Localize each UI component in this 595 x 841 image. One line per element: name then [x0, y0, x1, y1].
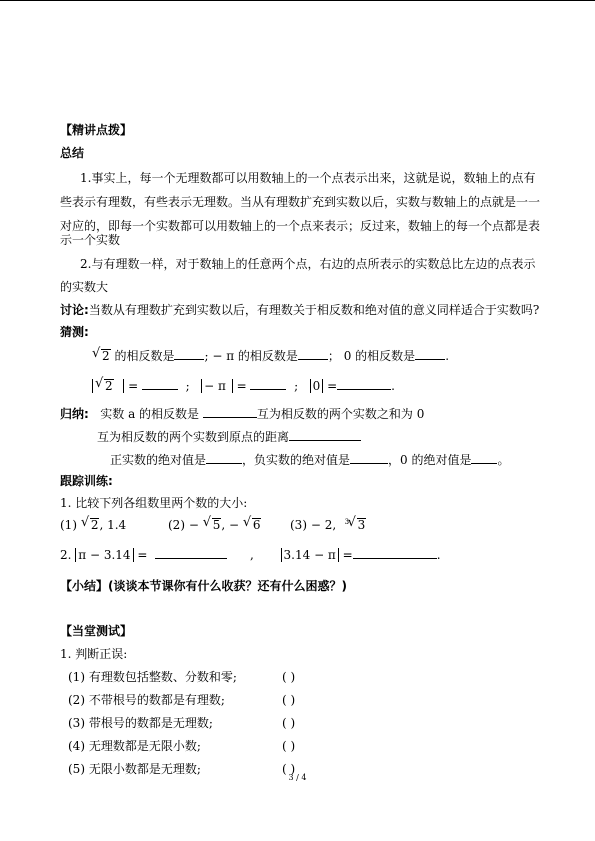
discussion — [60, 302, 539, 318]
judgement-item-5: (5) 无限小数都是无理数; — [68, 762, 201, 776]
induction-line-3: 正实数的绝对值是 ，负实数的绝对值是 ，0 的绝对值是 。 — [110, 453, 510, 467]
sqrt-2: √ 2 — [92, 348, 111, 364]
answer-blank[interactable] — [353, 546, 437, 559]
section-heading-xiaojie: 【小结】(谈谈本节课你有什么收获？还有什么困惑？) — [60, 579, 347, 593]
summary-title: 总结 — [60, 146, 85, 160]
summary-paragraph-1-line-1: 1.事实上，每一个无理数都可以用数轴上的一个点表示出来，这就是说，数轴上的点有 — [80, 171, 536, 185]
exercise-1: 1. 比较下列各组数里两个数的大小: — [60, 496, 248, 510]
summary-paragraph-1-line-2: 些表示有理数，有些表示无理数。当从有理数扩充到实数以后，实数与数轴上的点就是一一 — [60, 195, 541, 209]
answer-paren[interactable]: ( ) — [282, 670, 296, 684]
summary-paragraph-1-line-3: 对应的，即每一个实数都可以用数轴上的一个点来表示；反过来，数轴上的每一个点都是表 — [60, 219, 541, 233]
discussion-text: 当数从有理数扩充到实数以后，有理数关于相反数和绝对值的意义同样适合于实数吗? — [88, 303, 540, 317]
summary-paragraph-2-line-2: 的实数大 — [60, 280, 109, 294]
abs-pi-minus-3-14: π − 3.14 — [75, 548, 133, 562]
answer-blank[interactable] — [142, 377, 178, 390]
answer-paren[interactable]: ( ) — [282, 762, 296, 776]
answer-blank[interactable] — [350, 451, 388, 464]
judgement-item-2: (2) 不带根号的数都是有理数; — [68, 693, 225, 707]
guess-line-2: √ 2 = ; − π = ; 0 = . — [92, 377, 395, 394]
answer-blank[interactable] — [289, 428, 361, 441]
answer-blank[interactable] — [250, 377, 286, 390]
exercise-1-part-3: (3) − 2, 3 √ 3 — [290, 517, 366, 533]
abs-zero: 0 — [310, 379, 324, 393]
answer-blank[interactable] — [298, 347, 328, 360]
exercise-1-part-2: (2) − √ 5, − √ 6 — [168, 517, 261, 533]
test-question-1: 1. 判断正误: — [60, 647, 128, 661]
exercise-2: 2. π − 3.14 = , 3.14 − π = . — [60, 548, 441, 562]
answer-paren[interactable]: ( ) — [282, 693, 296, 707]
guess-label: 猜测: — [60, 325, 89, 339]
answer-blank[interactable] — [155, 546, 227, 559]
induction-line-1: 归纳: 实数 a 的相反数是 互为相反数的两个实数之和为 0 — [60, 407, 425, 421]
answer-paren[interactable]: ( ) — [282, 739, 296, 753]
answer-blank[interactable] — [471, 451, 497, 464]
top-rule — [0, 0, 595, 1]
section-heading-genzong: 跟踪训练: — [60, 474, 113, 488]
answer-blank[interactable] — [203, 405, 257, 418]
summary-paragraph-2-line-1: 2.与有理数一样，对于数轴上的任意两个点，右边的点所表示的实数总比左边的点表示 — [80, 257, 536, 271]
judgement-item-4: (4) 无理数都是无限小数; — [68, 739, 201, 753]
abs-sqrt-2: √ 2 — [92, 379, 124, 393]
abs-neg-pi: − π — [201, 379, 233, 393]
abs-3-14-minus-pi: 3.14 − π — [281, 548, 339, 562]
answer-blank[interactable] — [206, 451, 242, 464]
section-heading-dangtang: 【当堂测试】 — [60, 624, 133, 638]
section-heading-jingjiang: 【精讲点拨】 — [60, 123, 133, 137]
induction-label: 归纳: — [60, 407, 89, 421]
exercise-1-part-1: (1) √ 2, 1.4 — [60, 517, 126, 533]
induction-line-2: 互为相反数的两个实数到原点的距离 — [97, 428, 361, 445]
judgement-item-1: (1) 有理数包括整数、分数和零; — [68, 670, 237, 684]
summary-paragraph-1-line-4: 示一个实数 — [60, 233, 121, 247]
page-number: 3 / 4 — [288, 773, 307, 782]
judgement-item-3: (3) 带根号的数都是无理数; — [68, 716, 213, 730]
answer-blank[interactable] — [337, 377, 391, 390]
discussion-label: 讨论: — [60, 303, 89, 317]
answer-paren[interactable]: ( ) — [282, 716, 296, 730]
answer-blank[interactable] — [174, 347, 204, 360]
answer-blank[interactable] — [415, 347, 445, 360]
guess-line-1: √ 2 的相反数是 ; − π 的相反数是 ； 0 的相反数是 . — [92, 347, 449, 364]
